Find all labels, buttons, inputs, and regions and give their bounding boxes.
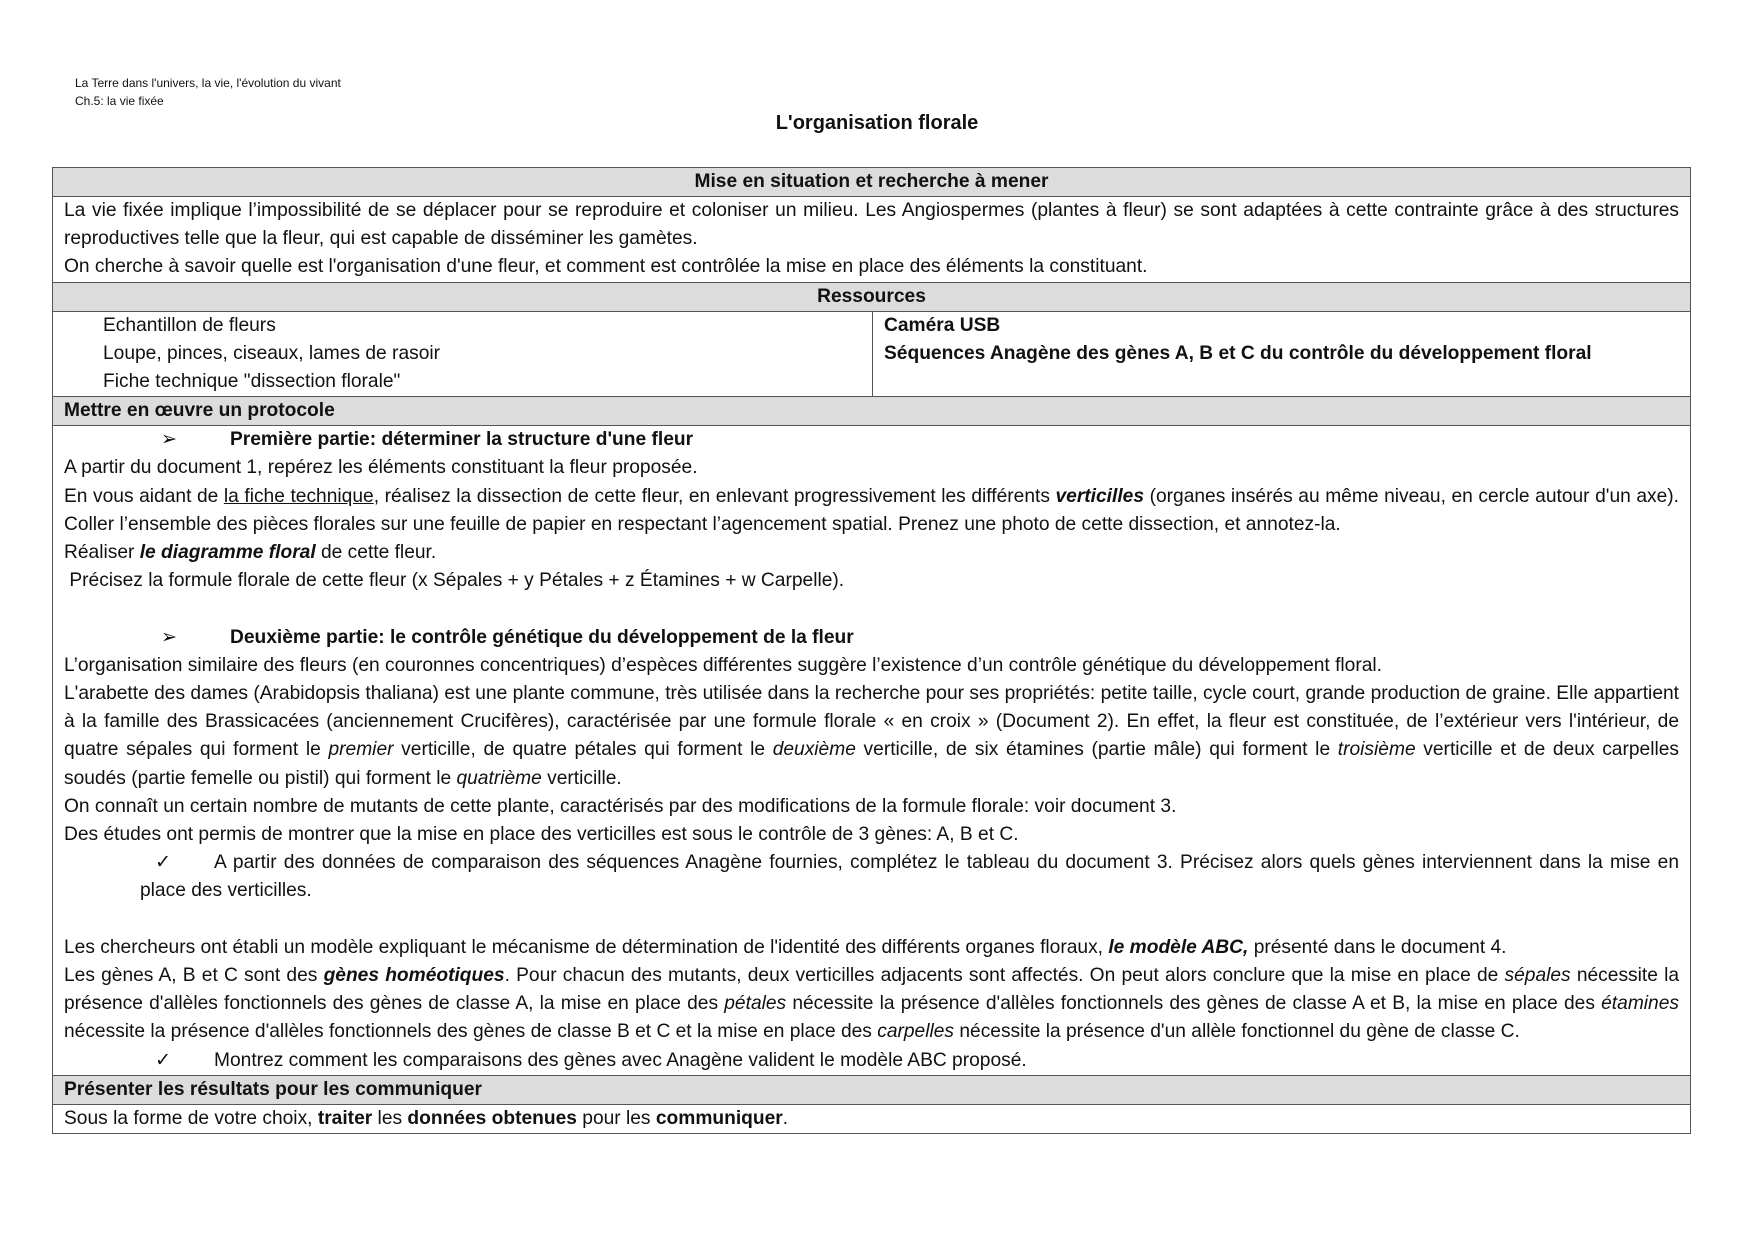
task1-line (64, 849, 1679, 905)
results-heading: Présenter les résultats pour les communiquer (53, 1076, 1690, 1105)
emphasis: pétales (724, 993, 787, 1015)
text-span: . (782, 1107, 789, 1129)
resource-item: Echantillon de fleurs (103, 314, 276, 336)
text-span: verticille. (541, 767, 622, 789)
emphasis-diagram: le diagramme floral (139, 542, 316, 564)
genes-sentence: Des études ont permis de montrer que la mise en place des verticilles est sous le contrôle de 3 gènes: A, B et C. (64, 824, 1019, 846)
resources-left-column (53, 312, 873, 397)
text-span: nécessite la présence d'un allèle fonctionnel du gène de classe C. (954, 1021, 1520, 1043)
text-span: pour les (576, 1107, 656, 1129)
emphasis: premier (328, 739, 394, 761)
emphasis: communiquer (655, 1107, 783, 1129)
resources-right-column (873, 312, 1690, 397)
spacer (64, 906, 1679, 934)
text-span: verticille et de deux carpelles soudés (partie femelle ou pistil) qui forment le (64, 739, 1679, 789)
text-span: L'arabette des dames (Arabidopsis thaliana) est une plante commune, très utilisée dans la recherche pour ses propriétés: petite taille, cycle court, grande production de graine. Elle appartient à la famille des Brassicacées (anciennement Crucifères), caractérisée par une formule florale « en croix » (Document 2). En effet, la fleur est constituée, de l’extérieur vers l'intérieur, de quatre sépales qui forment le (64, 683, 1679, 761)
part1-title: Première partie: déterminer la structure d'une fleur (230, 429, 694, 451)
part1-diagram-instruction (64, 539, 1679, 567)
resource-item: Fiche technique "dissection florale" (103, 371, 401, 393)
text-span: Sous la forme de votre choix, (64, 1107, 318, 1129)
text-span: En vous aidant de (64, 485, 224, 507)
spacer (64, 595, 1679, 623)
text-span: nécessite la présence d'allèles fonctionnels des gènes de classe A et B, la mise en place des (786, 993, 1602, 1015)
arrow-bullet-icon: ➢ (161, 429, 178, 451)
situation-heading: Mise en situation et recherche à mener (53, 168, 1690, 197)
worksheet-table (52, 167, 1691, 1134)
text-span: verticille, de six étamines (partie mâle) qui forment le (855, 739, 1338, 761)
arabidopsis-paragraph (64, 680, 1679, 793)
research-question: On cherche à savoir quelle est l'organisation d'une fleur, et comment est contrôlée la mise en place des éléments la constituant. (64, 256, 1148, 278)
text-span: verticille, de quatre pétales qui forment le (393, 739, 773, 761)
part1-title-line (64, 426, 1679, 454)
part1-instruction: A partir du document 1, repérez les éléments constituant la fleur proposée. (64, 457, 698, 479)
emphasis: quatrième (456, 767, 542, 789)
text-span: les (372, 1107, 408, 1129)
text-span: de cette fleur. (315, 542, 437, 564)
check-bullet-icon: ✓ (155, 1049, 172, 1071)
situation-section (53, 197, 1690, 283)
technical-sheet-link: la fiche technique (223, 485, 374, 507)
mutants-sentence: On connaît un certain nombre de mutants de cette plante, caractérisés par des modifications de la formule florale: voir document 3. (64, 795, 1177, 817)
resource-item: Séquences Anagène des gènes A, B et C du contrôle du développement floral (884, 342, 1592, 364)
emphasis-verticilles: verticilles (1055, 485, 1145, 507)
text-span: nécessite la présence d'allèles fonctionnels des gènes de classe B et C et la mise en place des (64, 1021, 878, 1043)
text-span: Réaliser (64, 542, 140, 564)
text-span: , réalisez la dissection de cette fleur, en enlevant progressivement les différents (373, 485, 1056, 507)
part2-title-line (64, 624, 1679, 652)
abc-model-sentence (64, 934, 1679, 962)
task2-text: Montrez comment les comparaisons des gènes avec Anagène valident le modèle ABC proposé. (214, 1049, 1027, 1071)
text-span: . Pour chacun des mutants, deux verticilles adjacents sont affectés. On peut alors conclure que la mise en place de (504, 965, 1505, 987)
task1-text: A partir des données de comparaison des séquences Anagène fournies, complétez le tableau du document 3. Précisez alors quels gènes interviennent dans la mise en place des verticilles. (140, 852, 1679, 902)
emphasis: deuxième (772, 739, 856, 761)
text-span: (organes insérés au même niveau, en cercle autour d'un axe). Coller l’ensemble des pièces florales sur une feuille de papier en respectant l’agencement spatial. Prenez une photo de cette dissection, et annotez-la. (64, 485, 1680, 535)
check-bullet-icon: ✓ (155, 852, 172, 874)
emphasis: étamines (1601, 993, 1679, 1015)
arrow-bullet-icon: ➢ (161, 626, 178, 648)
text-span: nécessite la présence d'allèles fonctionnels des gènes de classe A, la mise en place des (64, 965, 1680, 1015)
emphasis-homeotic: gènes homéotiques (323, 965, 505, 987)
resources-heading: Ressources (53, 283, 1690, 312)
page-title: L'organisation florale (775, 112, 979, 134)
results-section (53, 1105, 1690, 1133)
situation-paragraph: La vie fixée implique l’impossibilité de se déplacer pour se reproduire et coloniser un milieu. Les Angiospermes (plantes à fleur) se sont adaptées à cette contrainte grâce à des structures reproductives telle que la fleur, qui est capable de disséminer les gamètes. (64, 200, 1679, 250)
emphasis: données obtenues (407, 1107, 577, 1129)
part1-dissection-instruction (64, 483, 1679, 539)
task2-line (64, 1047, 1679, 1075)
course-header: La Terre dans l'univers, la vie, l'évolution du vivant (75, 76, 341, 90)
emphasis: sépales (1504, 965, 1571, 987)
text-span: Les gènes A, B et C sont des (64, 965, 324, 987)
part1-formula-instruction: Précisez la formule florale de cette fleur (x Sépales + y Pétales + z Étamines + w Carpelle). (64, 570, 845, 592)
part2-title: Deuxième partie: le contrôle génétique du développement de la fleur (230, 626, 854, 648)
protocol-heading: Mettre en œuvre un protocole (53, 397, 1690, 426)
chapter-header: Ch.5: la vie fixée (75, 94, 164, 108)
emphasis: carpelles (877, 1021, 955, 1043)
part2-intro: L’organisation similaire des fleurs (en couronnes concentriques) d’espèces différentes suggère l’existence d’un contrôle génétique du développement floral. (64, 654, 1382, 676)
homeotic-paragraph (64, 962, 1679, 1047)
emphasis-abc-model: le modèle ABC, (1108, 936, 1249, 958)
text-span: présenté dans le document 4. (1248, 936, 1507, 958)
resources-section (53, 312, 1690, 398)
resource-item: Loupe, pinces, ciseaux, lames de rasoir (103, 342, 441, 364)
emphasis: traiter (317, 1107, 373, 1129)
text-span: Les chercheurs ont établi un modèle expliquant le mécanisme de détermination de l'identité des différents organes floraux, (64, 936, 1109, 958)
protocol-section (53, 426, 1690, 1076)
resource-item: Caméra USB (884, 314, 1001, 336)
emphasis: troisième (1337, 739, 1416, 761)
